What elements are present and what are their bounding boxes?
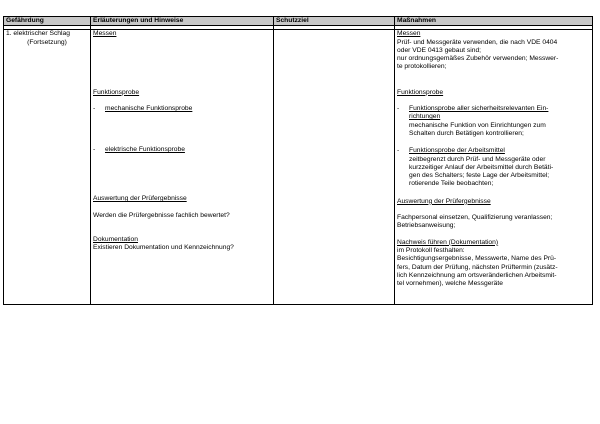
hazard-title: 1. elektrischer Schlag [6, 30, 70, 38]
expl-elek-label: elektrische Funktionsprobe [105, 146, 185, 154]
meas-messen-line: oder VDE 0413 gebaut sind; [397, 46, 482, 54]
meas-messen-line: te protokollieren; [397, 63, 447, 71]
list-dash: - [93, 146, 96, 154]
meas-fp1-line: mechanische Funktion von Einrichtungen zum [409, 121, 546, 129]
expl-doku-question: Existieren Dokumentation und Kennzeichnung? [93, 244, 234, 252]
hazard-continuation: (Fortsetzung) [27, 38, 67, 46]
meas-nachweis-line: lich Kennzeichnung am ortsveränderlichen Arbeitsmit- [397, 271, 557, 279]
expl-messen-heading: Messen [93, 30, 117, 38]
meas-fp2-line: gen des Schalters; feste Lage der Arbeitsmittel; [409, 172, 550, 180]
schutzziel-cell [274, 30, 395, 305]
meas-messen-heading: Messen [397, 30, 421, 38]
meas-messen-line: nur ordnungsgemäßes Zubehör verwenden; Messwer- [397, 55, 559, 63]
meas-fp2-line: kurzzeitiger Anlauf der Arbeitsmittel durch Betäti- [409, 163, 554, 171]
header-erlaeuterungen: Erläuterungen und Hinweise [91, 17, 274, 26]
meas-funktionsprobe-heading: Funktionsprobe [397, 88, 444, 96]
meas-nachweis-line: Besichtigungsergebnisse, Messwerte, Name des Prü- [397, 255, 557, 263]
hazard-table [3, 16, 593, 305]
expl-elek-item [93, 146, 271, 154]
explanations-cell [91, 30, 274, 305]
header-gefaehrdung: Gefährdung [4, 17, 91, 26]
meas-fp1-line: Schalten durch Betätigen kontrollieren; [409, 129, 524, 137]
meas-nachweis-line: fers, Datum der Prüfung, nächsten Prüftermin (zusätz- [397, 263, 558, 271]
expl-funktionsprobe-heading: Funktionsprobe [93, 88, 140, 96]
meas-fp1-item [397, 105, 590, 138]
meas-auswertung-line: Fachpersonal einsetzen, Qualifizierung veranlassen; [397, 214, 553, 222]
header-schutzziel: Schutzziel [274, 17, 395, 26]
meas-fp2-line: rotierende Teile beobachten; [409, 180, 494, 188]
list-dash: - [93, 104, 96, 112]
meas-nachweis-line: tel vornehmen), welche Messgeräte [397, 280, 503, 288]
expl-mech-item [93, 105, 271, 113]
meas-fp2-line: zeitbegrenzt durch Prüf- und Messgeräte oder [409, 155, 546, 163]
meas-auswertung-line: Betriebsanweisung; [397, 222, 456, 230]
expl-auswertung-heading: Auswertung der Prüfergebnisse [93, 195, 187, 203]
meas-fp2-title: Funktionsprobe der Arbeitsmittel [409, 147, 505, 155]
meas-auswertung-heading: Auswertung der Prüfergebnisse [397, 197, 491, 205]
meas-fp1-title: Funktionsprobe aller sicherheitsrelevanten Ein- [409, 105, 549, 113]
list-dash: - [397, 147, 400, 155]
table-row [4, 30, 593, 305]
meas-fp2-item [397, 147, 590, 188]
list-dash: - [397, 105, 400, 113]
header-massnahmen: Maßnahmen [395, 17, 593, 26]
hazard-cell [4, 30, 91, 305]
measures-cell [395, 30, 593, 305]
meas-messen-line: Prüf- und Messgeräte verwenden, die nach VDE 0404 [397, 38, 558, 46]
meas-fp1-title: richtungen [409, 113, 441, 121]
meas-nachweis-heading: Nachweis führen (Dokumentation) [397, 238, 499, 246]
meas-nachweis-line: im Protokoll festhalten: [397, 246, 465, 254]
expl-bewertet-question: Werden die Prüfergebnisse fachlich bewertet? [93, 211, 230, 219]
expl-dokumentation-heading: Dokumentation [93, 236, 138, 244]
expl-mech-label: mechanische Funktionsprobe [105, 104, 193, 112]
table-header-row [4, 17, 593, 26]
